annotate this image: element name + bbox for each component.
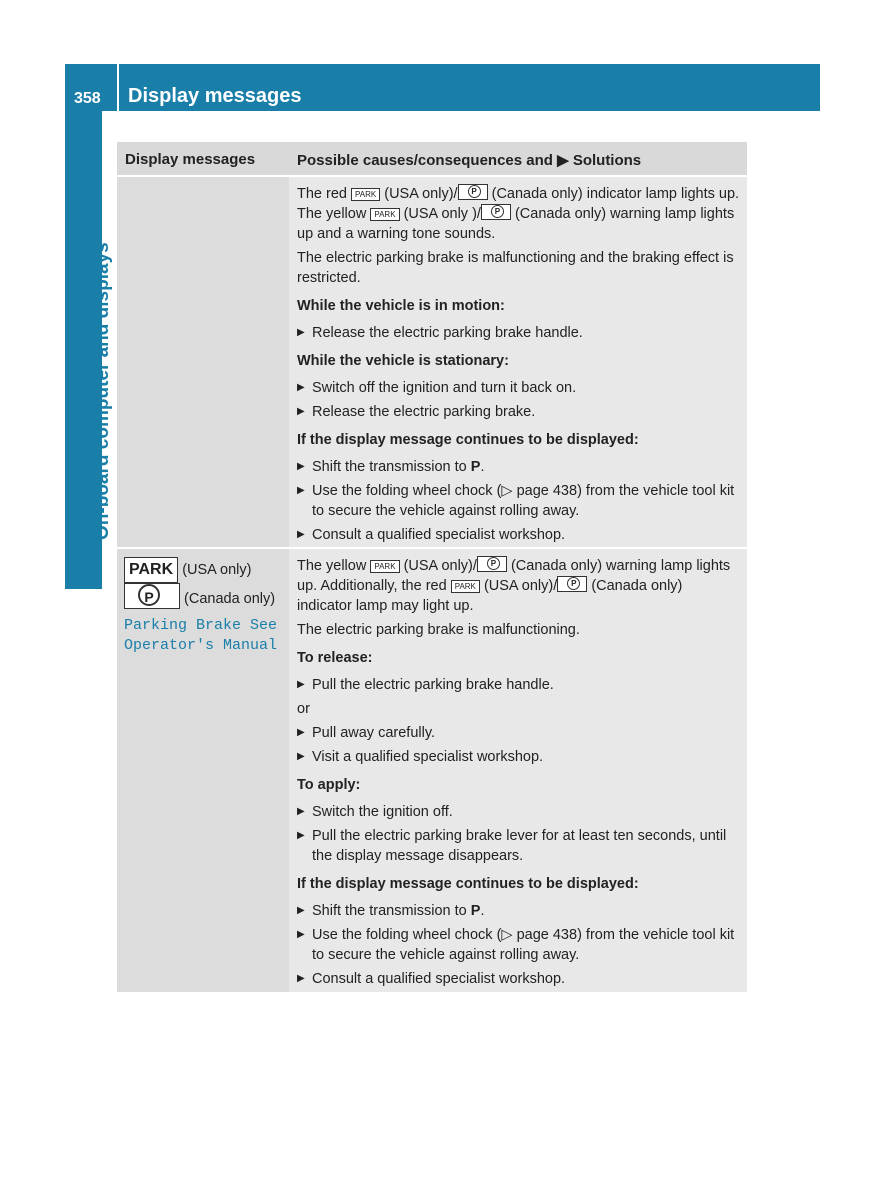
table-row [117, 547, 747, 992]
table-header [117, 142, 747, 175]
park-lamp-icon: PARK [451, 580, 480, 593]
solution-step: ▶ Use the folding wheel chock (▷ page 438) from the vehicle tool kit to secure the vehicle against rolling away. [297, 925, 741, 965]
page-title: Display messages [128, 85, 302, 107]
condition-heading: To release: [297, 650, 373, 666]
cause-paragraph: The yellow PARK (USA only)/P (Canada only) warning lamp lights up. Additionally, the red PARK (USA only)/P (Canada only) indicator lamp may light up. [297, 556, 741, 616]
condition-heading: If the display message continues to be displayed: [297, 432, 639, 448]
condition-heading: While the vehicle is in motion: [297, 298, 505, 314]
solution-step: ▶ Pull away carefully. [297, 723, 741, 743]
solution-step: ▶ Use the folding wheel chock (▷ page 438) from the vehicle tool kit to secure the vehicle against rolling away. [297, 481, 741, 521]
solution-step: ▶ Pull the electric parking brake handle. [297, 675, 741, 695]
display-message-cell [117, 549, 289, 992]
col-header-display-messages: Display messages [125, 151, 256, 168]
message-icons: PARK (USA only) P (Canada only) [124, 557, 283, 610]
col-header-causes-solutions: Possible causes/consequences and ▶ Solutions [297, 152, 642, 169]
solution-step: ▶ Release the electric parking brake handle. [297, 323, 741, 343]
park-display-icon: PARK [124, 557, 178, 583]
p-display-icon [124, 583, 180, 609]
park-lamp-icon: PARK [370, 560, 399, 573]
p-lamp-icon [477, 556, 507, 572]
condition-heading: To apply: [297, 777, 361, 793]
solution-step: ▶ Visit a qualified specialist workshop. [297, 747, 741, 767]
causes-solutions-cell [289, 549, 747, 992]
condition-heading: If the display message continues to be displayed: [297, 876, 639, 892]
p-lamp-icon [458, 184, 488, 200]
solution-step: ▶ Shift the transmission to P. [297, 901, 741, 921]
solution-step: ▶ Consult a qualified specialist workshop. [297, 525, 741, 545]
page-number: 358 [74, 90, 101, 107]
park-lamp-icon: PARK [351, 188, 380, 201]
table-row [117, 175, 747, 547]
consequence-paragraph: The electric parking brake is malfunctioning. [297, 622, 580, 638]
display-message-cell [117, 177, 289, 547]
solution-step: ▶ Pull the electric parking brake lever for at least ten seconds, until the display message disappears. [297, 826, 741, 866]
solution-step: ▶ Release the electric parking brake. [297, 402, 741, 422]
park-lamp-icon: PARK [370, 208, 399, 221]
solution-step: ▶ Shift the transmission to P. [297, 457, 741, 477]
or-text: or [297, 701, 310, 717]
header-divider [117, 64, 119, 111]
consequence-paragraph: The electric parking brake is malfunctioning and the braking effect is restricted. [297, 250, 734, 286]
cause-paragraph: The red PARK (USA only)/P (Canada only) indicator lamp lights up. The yellow PARK (USA only )/P (Canada only) warning lamp lights up and a warning tone sounds. [297, 184, 741, 244]
p-lamp-icon [481, 204, 511, 220]
display-message-text: Parking Brake See Operator's Manual [124, 617, 278, 654]
solution-step: ▶ Switch the ignition off. [297, 802, 741, 822]
causes-solutions-cell [289, 177, 747, 547]
display-messages-table [117, 142, 747, 992]
solution-step: ▶ Consult a qualified specialist workshop. [297, 969, 741, 989]
p-lamp-icon [557, 576, 587, 592]
chapter-label: On-board computer and displays [92, 242, 113, 540]
condition-heading: While the vehicle is stationary: [297, 353, 509, 369]
solution-step: ▶ Switch off the ignition and turn it back on. [297, 378, 741, 398]
